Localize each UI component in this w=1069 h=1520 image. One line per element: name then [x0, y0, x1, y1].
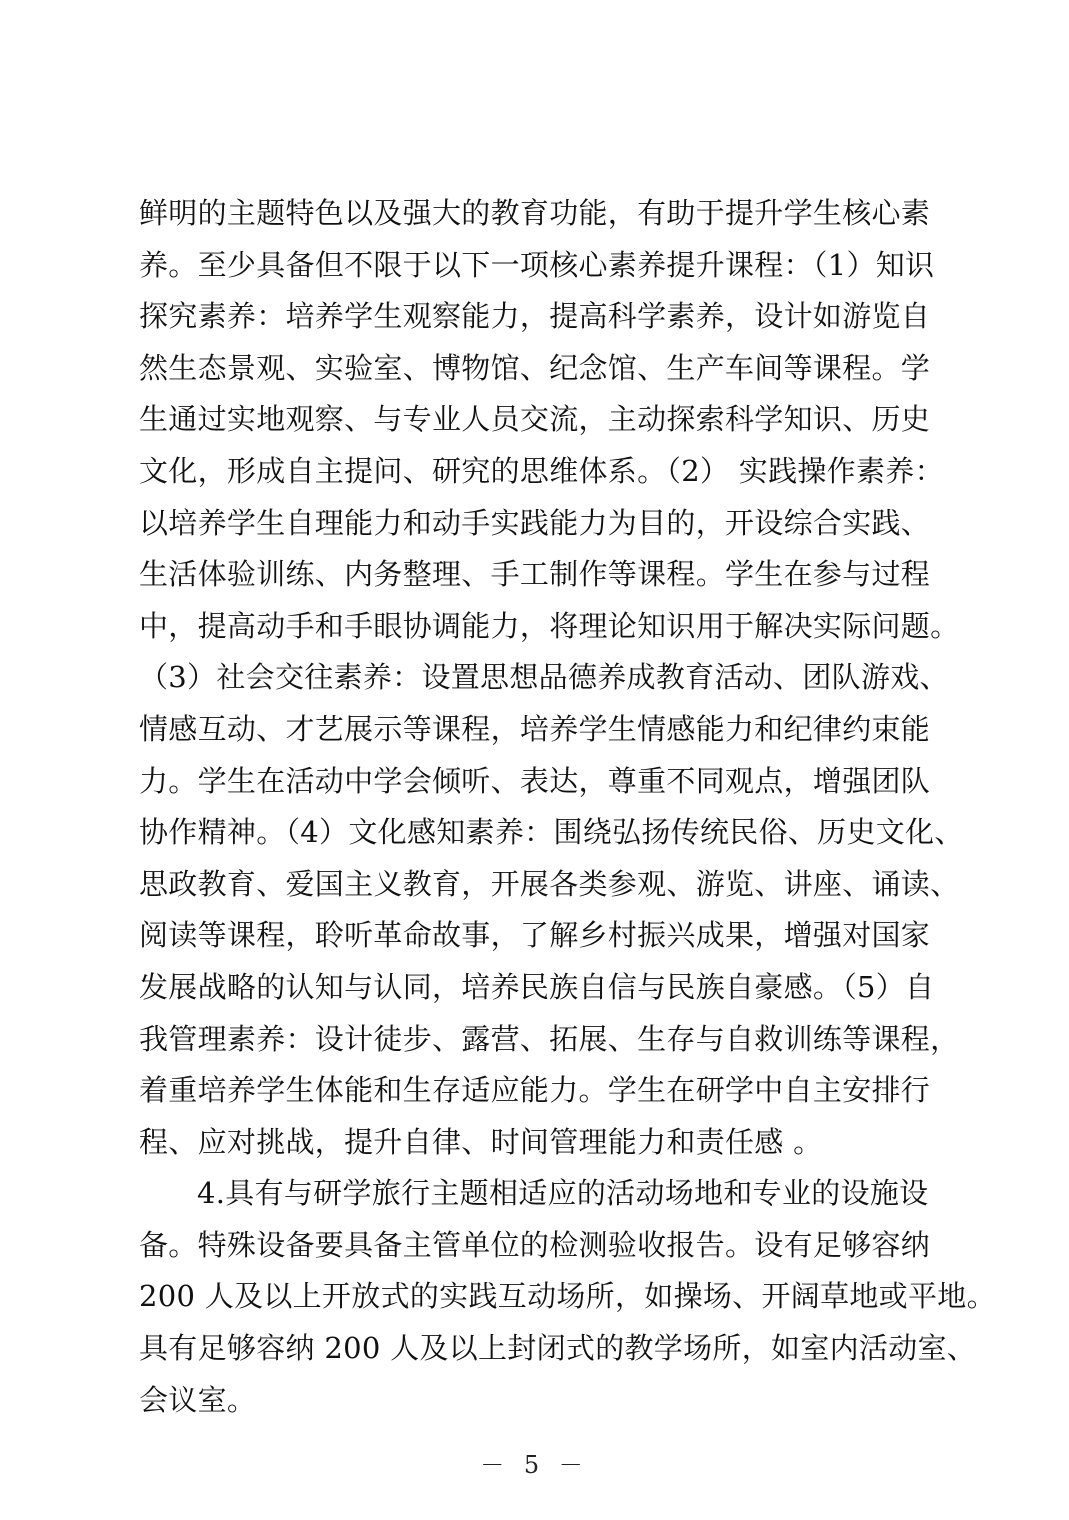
text-line: 力。学生在活动中学会倾听、表达，尊重不同观点，增强团队 — [139, 763, 931, 798]
text-line: 鲜明的主题特色以及强大的教育功能，有助于提升学生核心素 — [139, 196, 931, 230]
text-line: （3）社会交往素养：设置思想品德养成教育活动、团队游戏、 — [139, 660, 949, 695]
text-line: 协作精神。（4）文化感知素养：围绕弘扬传统民俗、历史文化、 — [139, 815, 964, 850]
text-line: 养。至少具备但不限于以下一项核心素养提升课程：（1）知识 — [139, 247, 935, 282]
body-text — [139, 188, 996, 1426]
page-number: － 5 － — [480, 1451, 589, 1479]
text-line: 思政教育、爱国主义教育，开展各类参观、游览、讲座、诵读、 — [139, 866, 960, 901]
text-line: 程、应对挑战，提升自律、时间管理能力和责任感 。 — [139, 1124, 823, 1159]
text-line: 阅读等课程，聆听革命故事，了解乡村振兴成果，增强对国家 — [139, 918, 931, 953]
text-line: 200 人及以上开放式的实践互动场所，如操场、开阔草地或平地。 — [139, 1279, 996, 1314]
text-line: 发展战略的认知与认同，培养民族自信与民族自豪感。（5）自 — [139, 969, 935, 1004]
text-line: 具有足够容纳 200 人及以上封闭式的教学场所，如室内活动室、 — [139, 1331, 977, 1366]
text-line: 文化，形成自主提问、研究的思维体系。（2） 实践操作素养： — [139, 453, 944, 488]
text-line: 生活体验训练、内务整理、手工制作等课程。学生在参与过程 — [139, 557, 931, 592]
text-line: 以培养学生自理能力和动手实践能力为目的，开设综合实践、 — [139, 505, 931, 540]
text-line: 情感互动、才艺展示等课程，培养学生情感能力和纪律约束能 — [139, 711, 931, 746]
text-line: 我管理素养：设计徒步、露营、拓展、生存与自救训练等课程， — [139, 1021, 960, 1056]
text-line: 生通过实地观察、与专业人员交流，主动探索科学知识、历史 — [139, 402, 931, 437]
text-line: 着重培养学生体能和生存适应能力。学生在研学中自主安排行 — [139, 1073, 931, 1108]
text-line: 探究素养：培养学生观察能力，提高科学素养，设计如游览自 — [139, 299, 931, 334]
paragraph-start-line: 4.具有与研学旅行主题相适应的活动场地和专业的设施设 — [197, 1176, 929, 1211]
text-line: 备。特殊设备要具备主管单位的检测验收报告。设有足够容纳 — [139, 1227, 931, 1262]
text-line: 会议室。 — [139, 1382, 257, 1417]
text-line: 中，提高动手和手眼协调能力，将理论知识用于解决实际问题。 — [139, 608, 960, 643]
text-line: 然生态景观、实验室、博物馆、纪念馆、生产车间等课程。学 — [139, 350, 931, 385]
